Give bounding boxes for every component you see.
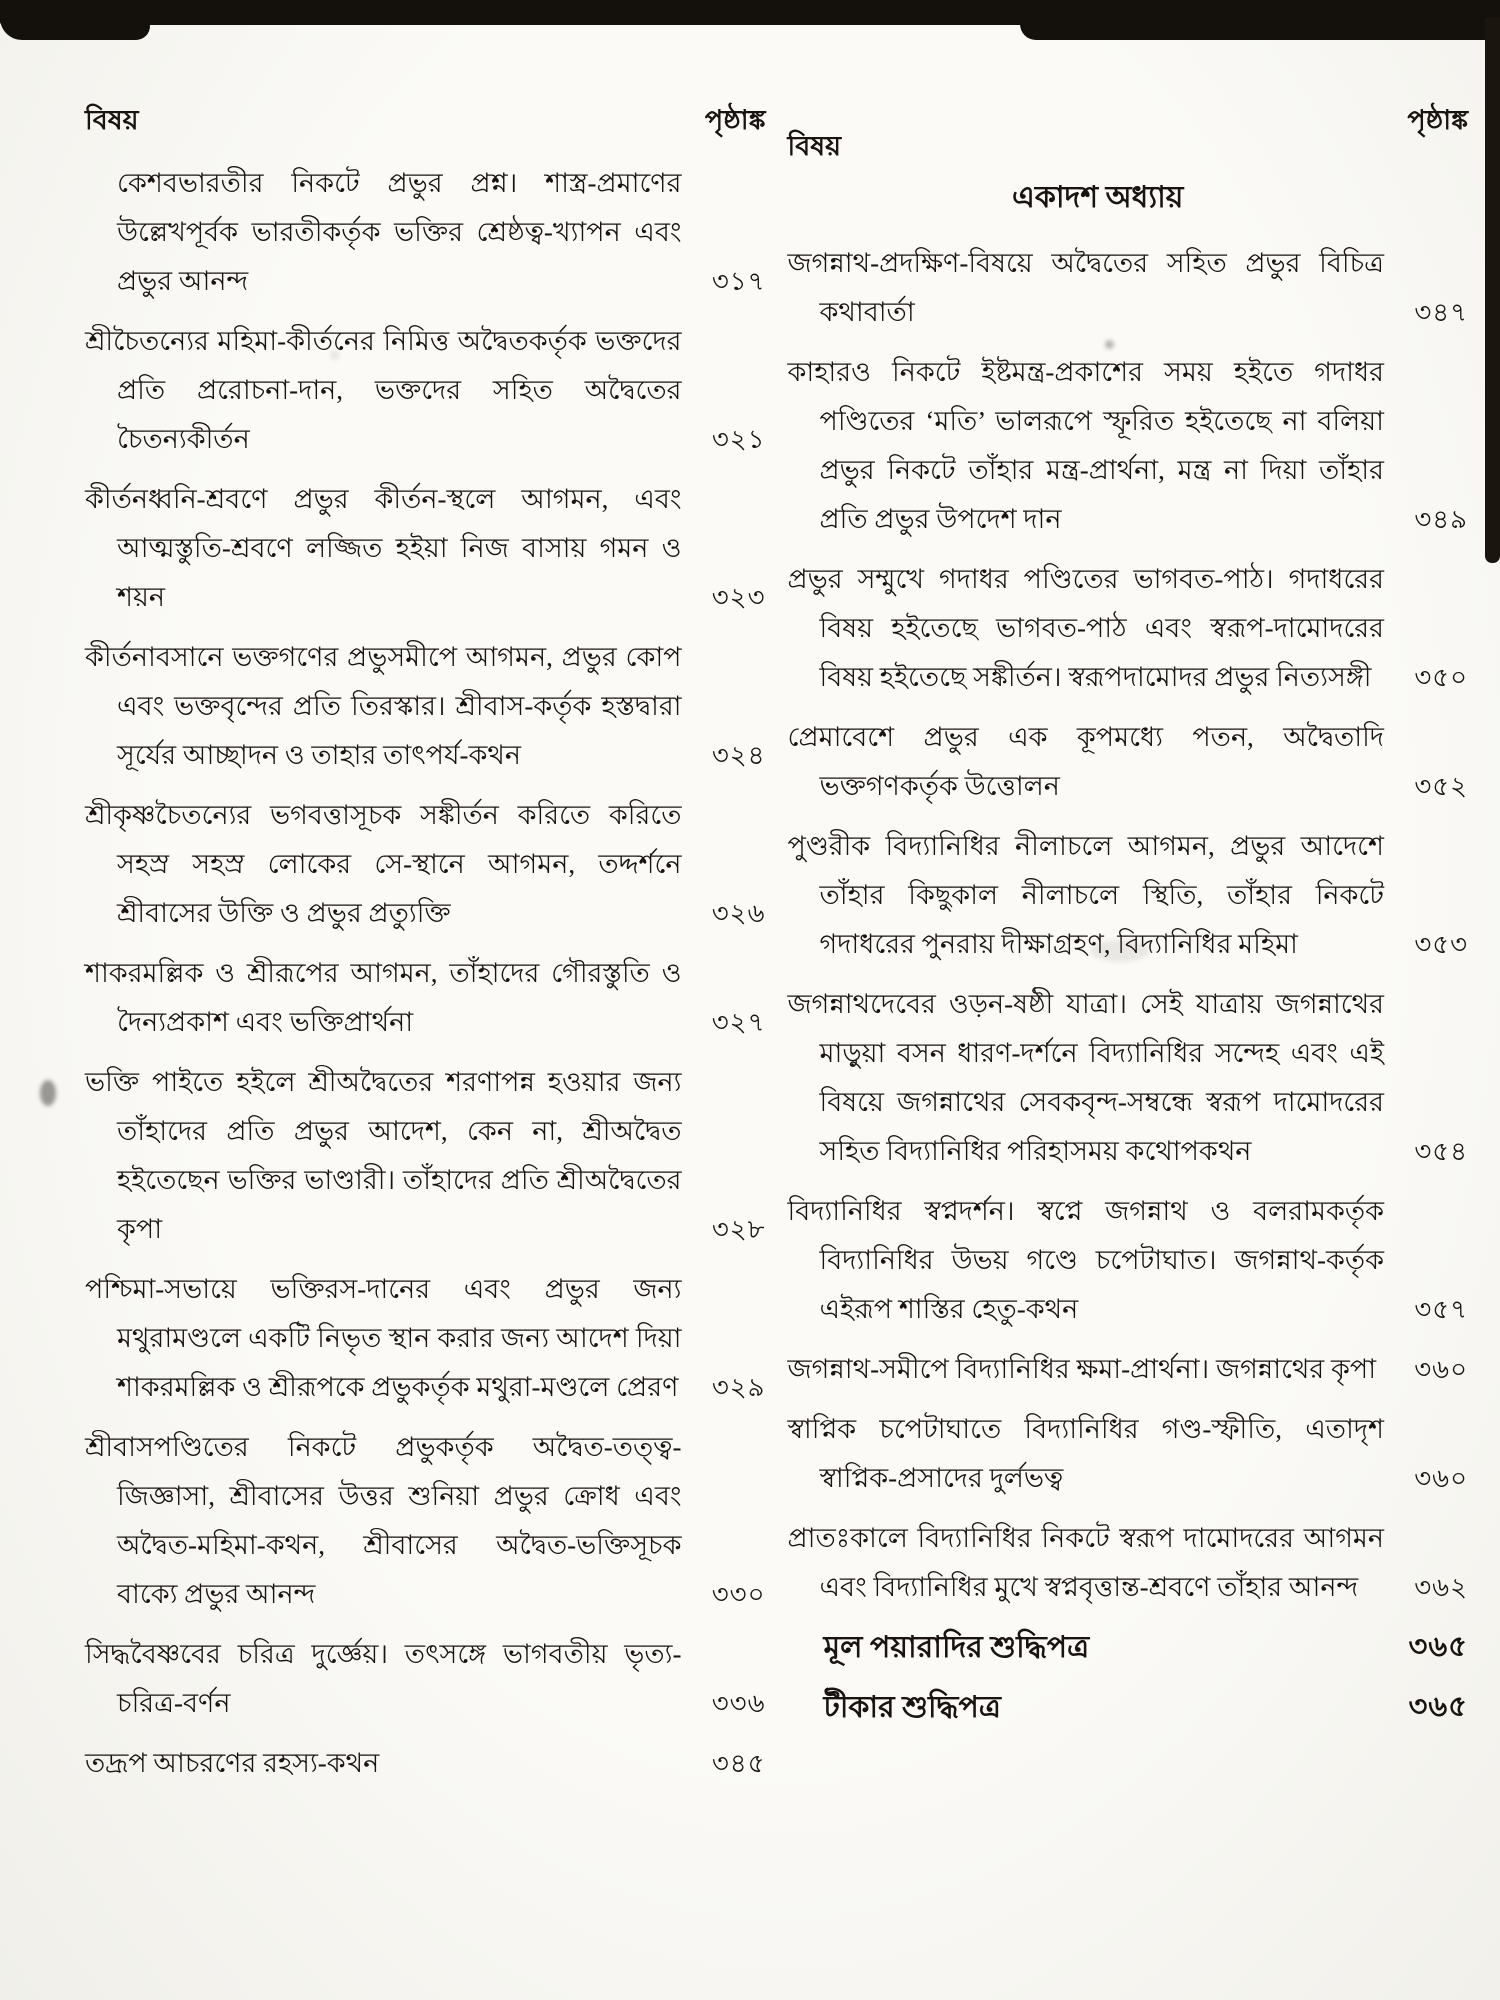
toc-entry <box>85 633 766 780</box>
toc-entry <box>788 1405 1469 1503</box>
entry-title: শ্রীকৃষ্ণচৈতন্যের ভগবত্তাসূচক সঙ্কীর্তন করিতে করিতে সহস্র সহস্র লোকের সে-স্থানে আগমন, তদ্দর্শনে শ্রীবাসের উক্তি ও প্রভুর প্রত্যুক্তি <box>85 800 682 928</box>
entry-title: পশ্চিমা-সভায়ে ভক্তিরস-দানের এবং প্রভুর জন্য মথুরামণ্ডলে একটি নিভৃত স্থান করার জন্য আদেশ দিয়া শাকরমল্লিক ও শ্রীরূপকে প্রভুকর্তৃক মথুরা-মণ্ডলে প্রেরণ <box>85 1274 682 1402</box>
toc-entry <box>788 348 1469 544</box>
entry-page-number: ৩৫৩ <box>1414 930 1468 959</box>
entry-page-number: ৩২৬ <box>711 899 766 928</box>
entry-page-number: ৩৬৫ <box>1408 1631 1468 1663</box>
entry-title: সিদ্ধবৈষ্ণবের চরিত্র দুর্জ্ঞেয়। তৎসঙ্গে ভাগবতীয় ভৃত্য-চরিত্র-বর্ণন <box>85 1639 682 1718</box>
entry-title: জগন্নাথ-প্রদক্ষিণ-বিষয়ে অদ্বৈতের সহিত প্রভুর বিচিত্র কথাবার্তা <box>787 248 1384 327</box>
entry-page-number: ৩২৮ <box>711 1215 766 1244</box>
entry-page-number: ৩৩০ <box>711 1580 766 1609</box>
toc-entry <box>788 239 1469 337</box>
toc-entry <box>788 1683 1469 1732</box>
toc-entry <box>85 1265 766 1412</box>
entry-page-number: ৩৪৭ <box>1414 298 1468 327</box>
entry-title: শাকরমল্লিক ও শ্রীরূপের আগমন, তাঁহাদের গৌরস্তুতি ও দৈন্যপ্রকাশ এবং ভক্তিপ্রার্থনা <box>85 958 682 1037</box>
toc-entry <box>788 822 1469 969</box>
entry-page-number: ৩৬০ <box>1414 1464 1468 1493</box>
entry-title: বিদ্যানিধির স্বপ্নদর্শন। স্বপ্নে জগন্নাথ ও বলরামকর্তৃক বিদ্যানিধির উভয় গণ্ডে চপেটাঘাত। জগন্নাথ-কর্তৃক এইরূপ শাস্তির হেতু-কথন <box>787 1196 1384 1324</box>
subject-header: বিষয় <box>787 131 842 161</box>
toc-entry <box>85 159 766 306</box>
scan-smudge <box>40 1080 56 1106</box>
toc-entry <box>85 317 766 464</box>
toc-entry <box>85 1739 766 1788</box>
entry-page-number: ৩৫২ <box>1414 772 1468 801</box>
entry-title: তদ্রূপ আচরণের রহস্য-কথন <box>85 1748 380 1778</box>
entry-title: টীকার শুদ্ধিপত্র <box>823 1691 1001 1724</box>
scan-edge-right <box>1485 18 1500 563</box>
scan-edge-top-left <box>0 0 150 40</box>
entry-page-number: ৩৫৪ <box>1414 1137 1468 1166</box>
toc-entry <box>85 1058 766 1254</box>
entry-page-number: ৩২১ <box>711 425 766 454</box>
entry-page-number: ৩২৯ <box>711 1373 766 1402</box>
entry-page-number: ৩২৩ <box>711 583 766 612</box>
toc-entry <box>788 1623 1469 1672</box>
entry-page-number: ৩৪৯ <box>1414 505 1468 534</box>
entry-title: কীর্তনাবসানে ভক্তগণের প্রভুসমীপে আগমন, প্রভুর কোপ এবং ভক্তবৃন্দের প্রতি তিরস্কার। শ্রীবাস-কর্তৃক হস্তদ্বারা সূর্যের আচ্ছাদন ও তাহার তাৎপর্য-কথন <box>85 642 682 770</box>
toc-entry <box>788 1514 1469 1612</box>
entry-page-number: ৩৪৫ <box>711 1749 766 1778</box>
entry-title: জগন্নাথদেবের ওড়ন-ষষ্ঠী যাত্রা। সেই যাত্রায় জগন্নাথের মাড়ুয়া বসন ধারণ-দর্শনে বিদ্যানিধির সন্দেহ এবং এই বিষয়ে জগন্নাথের সেবকবৃন্দ-সম্বন্ধে স্বরূপ দামোদরের সহিত বিদ্যানিধির পরিহাসময় কথোপকথন <box>787 989 1384 1166</box>
entry-page-number: ৩৫০ <box>1414 663 1468 692</box>
left-entries <box>85 159 766 1788</box>
toc-entry <box>85 949 766 1047</box>
entry-title: প্রেমাবেশে প্রভুর এক কূপমধ্যে পতন, অদ্বৈতাদি ভক্তগণকর্তৃক উত্তোলন <box>787 722 1384 801</box>
entry-page-number: ৩২৭ <box>711 1008 766 1037</box>
entry-page-number: ৩৬৫ <box>1408 1691 1468 1723</box>
entry-title: প্রভুর সম্মুখে গদাধর পণ্ডিতের ভাগবত-পাঠ। গদাধরের বিষয় হইতেছে ভাগবত-পাঠ এবং স্বরূপ-দামোদরের বিষয় হইতেছে সঙ্কীর্তন। স্বরূপদামোদর প্রভুর নিত্যসঙ্গী <box>787 564 1384 692</box>
toc-entry <box>788 1187 1469 1334</box>
entry-title: পুণ্ডরীক বিদ্যানিধির নীলাচলে আগমন, প্রভুর আদেশে তাঁহার কিছুকাল নীলাচলে স্থিতি, তাঁহার নিকটে গদাধরের পুনরায় দীক্ষাগ্রহণ, বিদ্যানিধির মহিমা <box>787 831 1384 959</box>
toc-entry <box>85 1630 766 1728</box>
toc-entry <box>85 475 766 622</box>
entry-page-number: ৩৬০ <box>1414 1355 1468 1384</box>
entry-page-number: ৩৩৬ <box>711 1689 766 1718</box>
toc-entry <box>85 791 766 938</box>
toc-entry <box>788 980 1469 1176</box>
entry-title: মূল পয়ারাদির শুদ্ধিপত্র <box>823 1631 1090 1664</box>
entry-title: জগন্নাথ-সমীপে বিদ্যানিধির ক্ষমা-প্রার্থনা। জগন্নাথের কৃপা <box>787 1354 1377 1384</box>
right-entries <box>788 239 1469 1732</box>
entry-title: কাহারও নিকটে ইষ্টমন্ত্র-প্রকাশের সময় হইতে গদাধর পণ্ডিতের ‘মতি’ ভালরূপে স্ফূরিত হইতেছে না বলিয়া প্রভুর নিকটে তাঁহার মন্ত্র-প্রার্থনা, মন্ত্র না দিয়া তাঁহার প্রতি প্রভুর উপদেশ দান <box>787 357 1384 534</box>
toc-entry <box>788 713 1469 811</box>
entry-title: স্বাপ্নিক চপেটাঘাতে বিদ্যানিধির গণ্ড-স্ফীতি, এতাদৃশ স্বাপ্নিক-প্রসাদের দুর্লভত্ব <box>787 1414 1384 1493</box>
entry-page-number: ৩৫৭ <box>1414 1295 1468 1324</box>
subject-header: বিষয় <box>85 105 139 135</box>
entry-title: শ্রীবাসপণ্ডিতের নিকটে প্রভুকর্তৃক অদ্বৈত-তত্ত্ব-জিজ্ঞাসা, শ্রীবাসের উত্তর শুনিয়া প্রভুর ক্রোধ এবং অদ্বৈত-মহিমা-কথন, শ্রীবাসের অদ্বৈত-ভক্তিসূচক বাক্যে প্রভুর আনন্দ <box>85 1432 682 1609</box>
scan-edge-top-right <box>1020 0 1500 40</box>
toc-entry <box>788 555 1469 702</box>
entry-title: কীর্তনধ্বনি-শ্রবণে প্রভুর কীর্তন-স্থলে আগমন, এবং আত্মস্তুতি-শ্রবণে লজ্জিত হইয়া নিজ বাসায় গমন ও শয়ন <box>85 484 682 612</box>
left-column <box>85 96 766 1799</box>
entry-title: প্রাতঃকালে বিদ্যানিধির নিকটে স্বরূপ দামোদরের আগমন এবং বিদ্যানিধির মুখে স্বপ্নবৃত্তান্ত-শ্রবণে তাঁহার আনন্দ <box>787 1523 1384 1602</box>
entry-page-number: ৩২৪ <box>711 741 766 770</box>
page-number-header: পৃষ্ঠাঙ্ক <box>704 105 766 135</box>
right-column-header <box>787 96 1469 161</box>
toc-page <box>85 96 1468 1799</box>
left-column-header <box>85 96 766 145</box>
toc-entry <box>85 1423 766 1619</box>
toc-entry <box>788 1345 1469 1394</box>
chapter-heading: একাদশ অধ্যায় <box>1012 181 1184 214</box>
entry-page-number: ৩১৭ <box>711 267 766 296</box>
entry-title: কেশবভারতীর নিকটে প্রভুর প্রশ্ন। শাস্ত্র-প্রমাণের উল্লেখপূর্বক ভারতীকর্তৃক ভক্তির শ্রেষ্ঠত্ব-খ্যাপন এবং প্রভুর আনন্দ <box>117 168 682 296</box>
page-number-header: পৃষ্ঠাঙ্ক <box>1407 105 1468 135</box>
entry-page-number: ৩৬২ <box>1414 1573 1468 1602</box>
entry-title: শ্রীচৈতন্যের মহিমা-কীর্তনের নিমিত্ত অদ্বৈতকর্তৃক ভক্তদের প্রতি প্ররোচনা-দান, ভক্তদের সহিত অদ্বৈতের চৈতন্যকীর্তন <box>85 326 682 454</box>
entry-title: ভক্তি পাইতে হইলে শ্রীঅদ্বৈতের শরণাপন্ন হওয়ার জন্য তাঁহাদের প্রতি প্রভুর আদেশ, কেন না, শ্রীঅদ্বৈত হইতেছেন ভক্তির ভাণ্ডারী। তাঁহাদের প্রতি শ্রীঅদ্বৈতের কৃপা <box>85 1067 682 1244</box>
right-column <box>788 96 1469 1799</box>
